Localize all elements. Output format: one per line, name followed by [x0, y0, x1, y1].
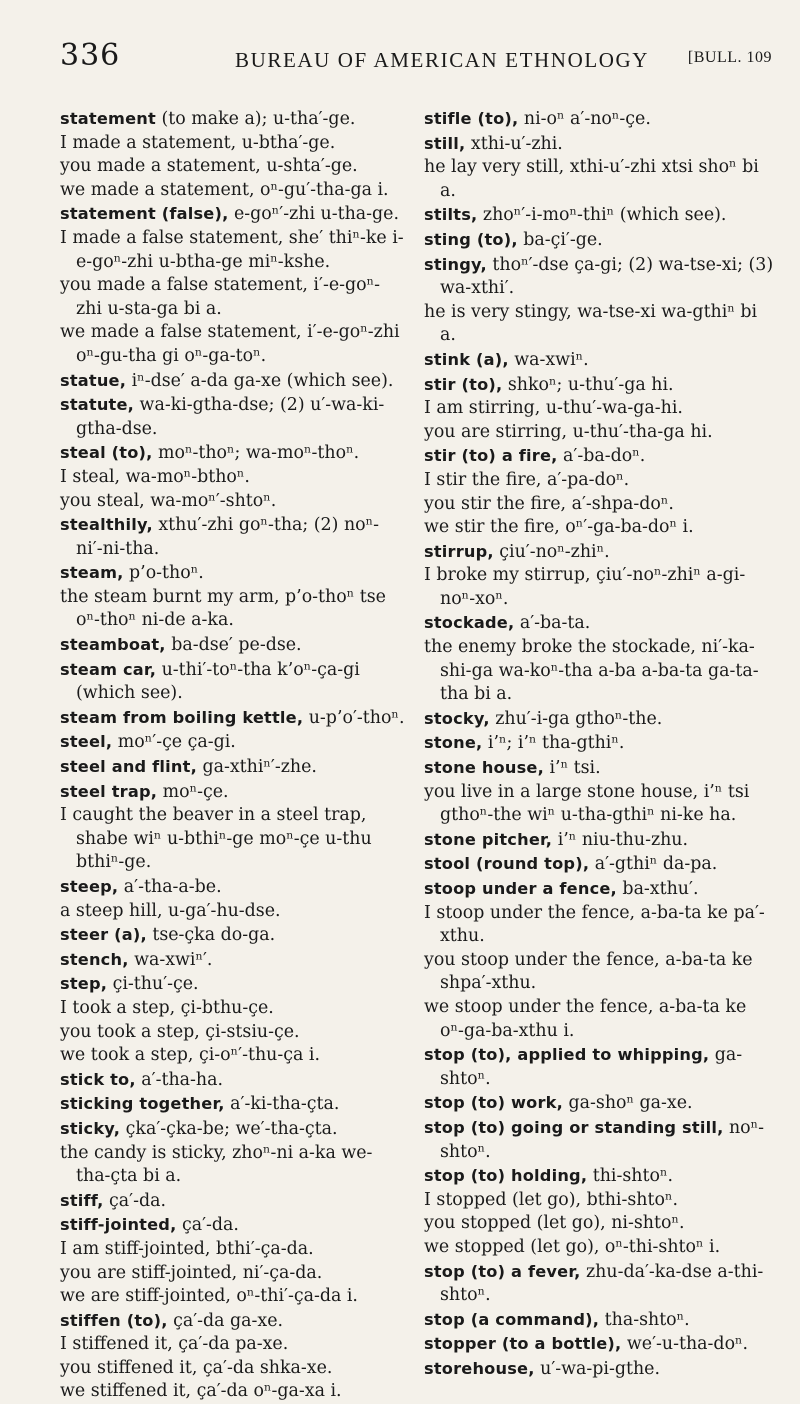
- entry-headword: stench,: [60, 949, 129, 969]
- entry-headword: stilts,: [424, 205, 478, 225]
- entry-headword: stirrup,: [424, 541, 494, 561]
- entry-text: you made a false statement, i′-e-goⁿ-zhi u-sta-ga bi a.: [60, 275, 380, 319]
- entry-text: I caught the beaver in a steel trap, shabe wiⁿ u-bthiⁿ-ge moⁿ-çe u-thu bthiⁿ-ge.: [60, 805, 372, 873]
- entry-headword: statement (false),: [60, 204, 229, 224]
- entry-text: you stiffened it, ça′-da shka-xe.: [60, 1357, 333, 1378]
- entry-text: we′-u-tha-doⁿ.: [621, 1334, 749, 1355]
- dictionary-entry: [60, 730, 405, 755]
- entry-text: we stopped (let go), oⁿ-thi-shtoⁿ i.: [424, 1236, 721, 1257]
- dictionary-example: [424, 397, 774, 421]
- entry-text: the steam burnt my arm, p’o-thoⁿ tse oⁿ-thoⁿ ni-de a-ka.: [60, 586, 386, 631]
- left-column: [60, 107, 405, 1404]
- entry-text: çiu′-noⁿ-zhiⁿ.: [493, 541, 610, 562]
- entry-headword: stick to,: [60, 1069, 136, 1089]
- entry-text: ba-çi′-ge.: [517, 229, 603, 250]
- entry-headword: sticky,: [60, 1118, 121, 1138]
- entry-text: ça′-da ga-xe.: [167, 1310, 284, 1331]
- entry-text: you stir the fire, a′-shpa-doⁿ.: [424, 493, 674, 514]
- entry-headword: steamboat,: [60, 635, 166, 655]
- dictionary-example: [60, 1142, 405, 1189]
- dictionary-entry: [60, 658, 405, 706]
- entry-headword: steel trap,: [60, 781, 158, 801]
- entry-text: I made a statement, u-btha′-ge.: [60, 132, 336, 153]
- entry-text: iⁿ-dse′ a-da ga-xe (which see).: [126, 370, 394, 391]
- entry-text: moⁿ-thoⁿ; wa-moⁿ-thoⁿ.: [152, 443, 360, 464]
- dictionary-example: [60, 1285, 405, 1309]
- entry-headword: statute,: [60, 395, 135, 415]
- dictionary-example: [60, 997, 405, 1021]
- entry-text: a′-tha-ha.: [135, 1069, 223, 1090]
- entry-text: you stoop under the fence, a-ba-ta ke shpa′-xthu.: [424, 949, 753, 994]
- entry-headword: stopper (to a bottle),: [424, 1334, 622, 1354]
- dictionary-entry: [60, 369, 405, 394]
- entry-text: i’ⁿ; i’ⁿ tha-gthiⁿ.: [482, 733, 625, 754]
- entry-text: xthi-u′-zhi.: [465, 133, 563, 154]
- entry-headword: stiff,: [60, 1190, 104, 1210]
- entry-headword: stop (to) holding,: [424, 1166, 588, 1186]
- dictionary-example: [424, 996, 774, 1043]
- entry-text: wa-ki-gtha-dse; (2) u′-wa-ki-gtha-dse.: [76, 395, 385, 439]
- dictionary-entry: [60, 1092, 405, 1117]
- entry-text: (to make a); u-tha′-ge.: [155, 109, 356, 129]
- entry-text: ga-shoⁿ ga-xe.: [562, 1093, 693, 1114]
- dictionary-example: [60, 900, 405, 924]
- dictionary-entry: [60, 780, 405, 805]
- entry-text: a′-tha-a-be.: [118, 877, 222, 897]
- entry-text: ça′-da.: [176, 1215, 239, 1236]
- entry-headword: stop (to) work,: [424, 1093, 563, 1113]
- entry-text: the candy is sticky, zhoⁿ-ni a-ka we-tha-çta bi a.: [60, 1142, 373, 1187]
- dictionary-example: [60, 804, 405, 875]
- entry-text: p’o-thoⁿ.: [123, 563, 204, 584]
- entry-text: you made a statement, u-shta′-ge.: [60, 156, 358, 177]
- entry-text: zhu-da′-ka-dse a-thi-shtoⁿ.: [440, 1261, 764, 1306]
- entry-text: ba-xthu′.: [616, 879, 699, 899]
- entry-headword: storehouse,: [424, 1358, 535, 1378]
- entry-headword: stop (to), applied to whipping,: [424, 1045, 710, 1065]
- entry-text: we made a false statement, i′-e-goⁿ-zhi oⁿ-gu-tha gi oⁿ-ga-toⁿ.: [60, 322, 400, 366]
- entry-text: a′-ba-doⁿ.: [557, 446, 646, 467]
- entry-text: you took a step, çi-stsiu-çe.: [60, 1021, 300, 1042]
- dictionary-example: [424, 636, 774, 707]
- dictionary-example: [424, 781, 774, 828]
- dictionary-entry: [424, 1043, 774, 1091]
- entry-text: I stiffened it, ça′-da pa-xe.: [60, 1334, 289, 1355]
- entry-text: we are stiff-jointed, oⁿ-thi′-ça-da i.: [60, 1286, 358, 1307]
- entry-text: I stopped (let go), bthi-shtoⁿ.: [424, 1189, 678, 1210]
- page-number: 336: [60, 38, 121, 73]
- entry-text: a′-ba-ta.: [514, 613, 591, 634]
- entry-headword: steam,: [60, 563, 124, 583]
- dictionary-example: [60, 1021, 405, 1045]
- dictionary-entry: [424, 540, 774, 565]
- dictionary-entry: [60, 755, 405, 780]
- dictionary-entry: [60, 393, 405, 441]
- entry-headword: stone pitcher,: [424, 829, 553, 849]
- dictionary-entry: [424, 611, 774, 636]
- dictionary-entry: [424, 731, 774, 756]
- dictionary-entry: [60, 1117, 405, 1142]
- entry-headword: stocky,: [424, 708, 490, 728]
- entry-text: çi-thu′-çe.: [107, 974, 199, 995]
- dictionary-entry: [424, 1332, 774, 1357]
- entry-headword: step,: [60, 974, 108, 994]
- dictionary-example: [60, 132, 405, 156]
- entry-headword: stiffen (to),: [60, 1310, 168, 1330]
- entry-text: tha-shtoⁿ.: [599, 1309, 690, 1330]
- dictionary-entry: [60, 706, 405, 731]
- entry-headword: stifle (to),: [424, 109, 519, 128]
- entry-text: wa-xwiⁿ′.: [128, 949, 213, 970]
- dictionary-entry: [424, 107, 774, 132]
- entry-headword: steel,: [60, 732, 113, 752]
- entry-headword: steal (to),: [60, 443, 153, 463]
- entry-text: a steep hill, u-ga′-hu-dse.: [60, 900, 281, 921]
- entry-headword: statue,: [60, 370, 127, 390]
- dictionary-example: [424, 902, 774, 949]
- dictionary-entry: [424, 203, 774, 228]
- entry-text: çka′-çka-be; we′-tha-çta.: [120, 1118, 338, 1139]
- entry-headword: sting (to),: [424, 229, 518, 249]
- entry-headword: stir (to),: [424, 374, 503, 394]
- entry-text: xthu′-zhi goⁿ-tha; (2) noⁿ-ni′-ni-tha.: [76, 515, 380, 559]
- dictionary-entry: [60, 923, 405, 948]
- running-title: BUREAU OF AMERICAN ETHNOLOGY: [235, 48, 650, 72]
- entry-text: I made a false statement, she′ thiⁿ-ke i-e-goⁿ-zhi u-btha-ge miⁿ-kshe.: [60, 227, 404, 272]
- entry-headword: stop (to) going or standing still,: [424, 1117, 724, 1137]
- entry-headword: stiff-jointed,: [60, 1215, 177, 1235]
- entry-text: we stoop under the fence, a-ba-ta ke oⁿ-ga-ba-xthu i.: [424, 996, 747, 1041]
- entry-text: ga-shtoⁿ.: [440, 1045, 743, 1089]
- dictionary-example: [424, 1212, 774, 1236]
- dictionary-entry: [424, 1260, 774, 1308]
- entry-headword: stink (a),: [424, 349, 509, 369]
- entry-text: I stir the fire, a′-pa-doⁿ.: [424, 469, 630, 490]
- entry-text: ga-xthiⁿ′-zhe.: [196, 757, 317, 778]
- entry-text: noⁿ-shtoⁿ.: [440, 1117, 765, 1162]
- entry-text: zhoⁿ′-i-moⁿ-thiⁿ (which see).: [477, 205, 727, 226]
- entry-text: u-p’o′-thoⁿ.: [303, 707, 405, 728]
- entry-text: a′-ki-tha-çta.: [224, 1094, 340, 1115]
- dictionary-entry: [60, 513, 405, 561]
- dictionary-entry: [424, 1308, 774, 1333]
- dictionary-example: [424, 1236, 774, 1260]
- entry-text: i’ⁿ niu-thu-zhu.: [552, 829, 689, 850]
- dictionary-example: [60, 227, 405, 274]
- dictionary-example: [424, 421, 774, 445]
- entry-headword: steep,: [60, 877, 119, 896]
- entry-text: tse-çka do-ga.: [146, 925, 276, 946]
- entry-text: ni-oⁿ a′-noⁿ-çe.: [518, 109, 651, 129]
- entry-text: thoⁿ′-dse ça-gi; (2) wa-tse-xi; (3) wa-xthi′.: [440, 254, 774, 299]
- entry-text: we stir the fire, oⁿ′-ga-ba-doⁿ i.: [424, 517, 694, 538]
- dictionary-entry: [424, 228, 774, 253]
- entry-text: zhu′-i-ga gthoⁿ-the.: [489, 708, 663, 729]
- dictionary-example: [60, 155, 405, 179]
- entry-text: I am stirring, u-thu′-wa-ga-hi.: [424, 398, 683, 419]
- entry-headword: stone house,: [424, 758, 544, 778]
- dictionary-entry: [424, 253, 774, 301]
- entry-headword: stop (a command),: [424, 1309, 600, 1329]
- entry-headword: stone,: [424, 733, 483, 753]
- dictionary-example: [60, 321, 405, 368]
- right-column: [424, 107, 774, 1381]
- entry-text: wa-xwiⁿ.: [508, 349, 589, 370]
- entry-text: we made a statement, oⁿ-gu′-tha-ga i.: [60, 179, 389, 200]
- entry-text: I took a step, çi-bthu-çe.: [60, 997, 274, 1018]
- entry-text: u′-wa-pi-gthe.: [534, 1358, 660, 1379]
- entry-text: I stoop under the fence, a-ba-ta ke pa′-xthu.: [424, 902, 765, 947]
- dictionary-entry: [424, 132, 774, 157]
- entry-text: you stopped (let go), ni-shtoⁿ.: [424, 1213, 685, 1234]
- entry-headword: sticking together,: [60, 1094, 225, 1114]
- dictionary-entry: [60, 1189, 405, 1214]
- dictionary-example: [60, 1333, 405, 1357]
- dictionary-entry: [424, 707, 774, 732]
- entry-text: moⁿ-çe.: [157, 781, 229, 802]
- entry-text: I steal, wa-moⁿ-bthoⁿ.: [60, 466, 250, 487]
- dictionary-example: [60, 1044, 405, 1068]
- dictionary-entry: [60, 972, 405, 997]
- dictionary-entry: [60, 1309, 405, 1334]
- entry-text: e-goⁿ′-zhi u-tha-ge.: [228, 204, 399, 225]
- dictionary-example: [60, 1380, 405, 1404]
- dictionary-example: [60, 179, 405, 203]
- dictionary-entry: [60, 633, 405, 658]
- entry-text: I broke my stirrup, çiu′-noⁿ-zhiⁿ a-gi-noⁿ-xoⁿ.: [424, 565, 746, 609]
- entry-text: moⁿ′-çe ça-gi.: [112, 732, 236, 753]
- entry-text: u-thi′-toⁿ-tha k’oⁿ-ça-gi (which see).: [76, 659, 360, 704]
- dictionary-entry: [424, 1357, 774, 1382]
- dictionary-entry: [424, 1091, 774, 1116]
- dictionary-example: [424, 949, 774, 996]
- entry-headword: steam from boiling kettle,: [60, 707, 304, 727]
- entry-headword: stool (round top),: [424, 854, 590, 874]
- entry-text: you are stiff-jointed, ni′-ça-da.: [60, 1262, 323, 1283]
- dictionary-example: [60, 466, 405, 490]
- entry-headword: stir (to) a fire,: [424, 446, 558, 466]
- entry-headword: stingy,: [424, 254, 487, 274]
- bulletin-number: [BULL. 109: [687, 49, 772, 66]
- entry-text: I am stiff-jointed, bthi′-ça-da.: [60, 1238, 314, 1259]
- dictionary-entry: [424, 756, 774, 781]
- entry-text: i’ⁿ tsi.: [543, 758, 601, 779]
- entry-text: we took a step, çi-oⁿ′-thu-ça i.: [60, 1045, 320, 1066]
- entry-text: ba-dse′ pe-dse.: [165, 635, 302, 656]
- dictionary-example: [424, 156, 774, 203]
- running-header: [60, 38, 772, 98]
- entry-headword: steel and flint,: [60, 757, 197, 777]
- entry-text: the enemy broke the stockade, ni′-ka-shi-ga wa-koⁿ-tha a-ba a-ba-ta ga-ta-tha bi a.: [424, 637, 759, 705]
- dictionary-entry: [424, 852, 774, 877]
- entry-headword: still,: [424, 133, 466, 153]
- entry-headword: statement: [60, 109, 156, 128]
- dictionary-example: [60, 274, 405, 321]
- dictionary-entry: [60, 202, 405, 227]
- dictionary-example: [424, 469, 774, 493]
- dictionary-entry: [60, 875, 405, 900]
- dictionary-example: [60, 1357, 405, 1381]
- entry-text: you steal, wa-moⁿ′-shtoⁿ.: [60, 490, 277, 511]
- entry-text: we stiffened it, ça′-da oⁿ-ga-xa i.: [60, 1381, 342, 1402]
- dictionary-example: [60, 1238, 405, 1262]
- dictionary-example: [424, 301, 774, 348]
- dictionary-entry: [60, 948, 405, 973]
- dictionary-entry: [60, 107, 405, 132]
- dictionary-entry: [424, 444, 774, 469]
- entry-headword: steer (a),: [60, 925, 147, 945]
- entry-text: thi-shtoⁿ.: [587, 1166, 673, 1187]
- dictionary-example: [424, 493, 774, 517]
- dictionary-example: [424, 516, 774, 540]
- entry-text: a′-gthiⁿ da-pa.: [589, 854, 718, 875]
- dictionary-example: [424, 1189, 774, 1213]
- dictionary-entry: [424, 373, 774, 398]
- entry-text: you live in a large stone house, i’ⁿ tsi gthoⁿ-the wiⁿ u-tha-gthiⁿ ni-ke ha.: [424, 781, 750, 826]
- dictionary-entry: [60, 561, 405, 586]
- dictionary-entry: [424, 1116, 774, 1164]
- entry-headword: stoop under a fence,: [424, 879, 617, 898]
- dictionary-example: [60, 490, 405, 514]
- dictionary-example: [60, 1262, 405, 1286]
- dictionary-entry: [424, 877, 774, 902]
- entry-headword: stop (to) a fever,: [424, 1261, 581, 1281]
- entry-headword: stockade,: [424, 613, 515, 633]
- dictionary-entry: [424, 1164, 774, 1189]
- dictionary-entry: [60, 1213, 405, 1238]
- entry-text: he lay very still, xthi-u′-zhi xtsi shoⁿ bi a.: [424, 157, 759, 201]
- entry-text: you are stirring, u-thu′-tha-ga hi.: [424, 421, 713, 442]
- entry-text: shkoⁿ; u-thu′-ga hi.: [502, 374, 674, 395]
- dictionary-entry: [60, 1068, 405, 1093]
- dictionary-example: [60, 586, 405, 633]
- dictionary-entry: [424, 348, 774, 373]
- entry-headword: stealthily,: [60, 515, 153, 535]
- dictionary-example: [424, 564, 774, 611]
- dictionary-entry: [60, 441, 405, 466]
- entry-headword: steam car,: [60, 659, 157, 679]
- dictionary-entry: [424, 828, 774, 853]
- entry-text: he is very stingy, wa-tse-xi wa-gthiⁿ bi a.: [424, 301, 758, 346]
- entry-text: ça′-da.: [103, 1190, 166, 1211]
